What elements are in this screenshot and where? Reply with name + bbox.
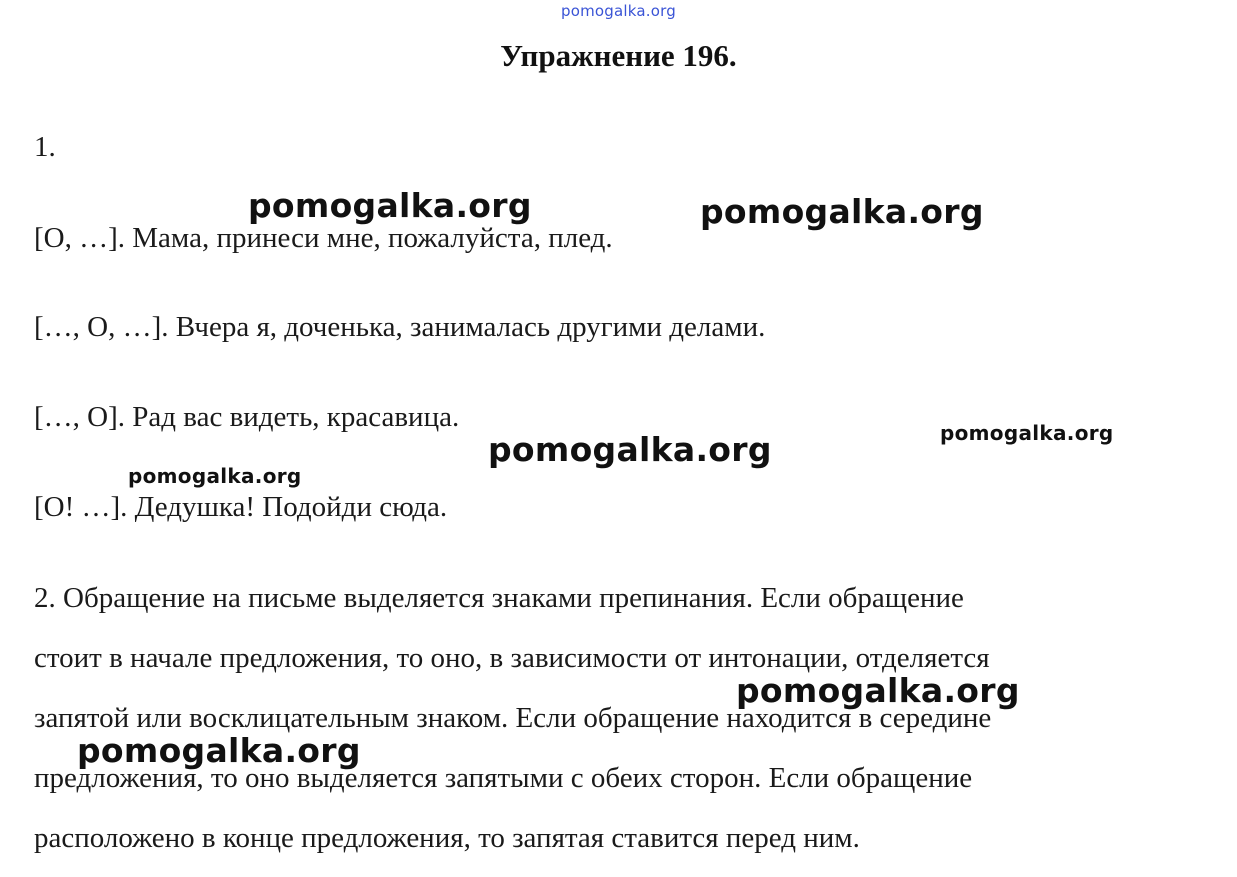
sentence-2: […, О, …]. Вчера я, доченька, занималась другими делами.: [34, 311, 766, 343]
explanation-line-1: 2. Обращение на письме выделяется знаками препинания. Если обращение: [34, 582, 964, 614]
sentence-1: [О, …]. Мама, принеси мне, пожалуйста, плед.: [34, 222, 613, 254]
sentence-3: […, О]. Рад вас видеть, красавица.: [34, 401, 460, 433]
watermark: pomogalka.org: [736, 671, 1020, 710]
section-number: 1.: [34, 131, 56, 163]
watermark: pomogalka.org: [700, 192, 984, 231]
explanation-line-5: расположено в конце предложения, то запятая ставится перед ним.: [34, 822, 860, 854]
explanation-line-4: предложения, то оно выделяется запятыми с обеих сторон. Если обращение: [34, 762, 973, 794]
exercise-title: Упражнение 196.: [500, 38, 737, 73]
explanation-line-2: стоит в начале предложения, то оно, в зависимости от интонации, отделяется: [34, 642, 990, 674]
watermark: pomogalka.org: [77, 731, 361, 770]
explanation-line-3: запятой или восклицательным знаком. Если обращение находится в середине: [34, 702, 992, 734]
sentence-4: [О! …]. Дедушка! Подойди сюда.: [34, 491, 448, 523]
site-watermark-header[interactable]: pomogalka.org: [561, 2, 676, 20]
watermark: pomogalka.org: [488, 430, 772, 469]
watermark: pomogalka.org: [128, 464, 302, 488]
watermark: pomogalka.org: [940, 421, 1114, 445]
watermark: pomogalka.org: [248, 186, 532, 225]
